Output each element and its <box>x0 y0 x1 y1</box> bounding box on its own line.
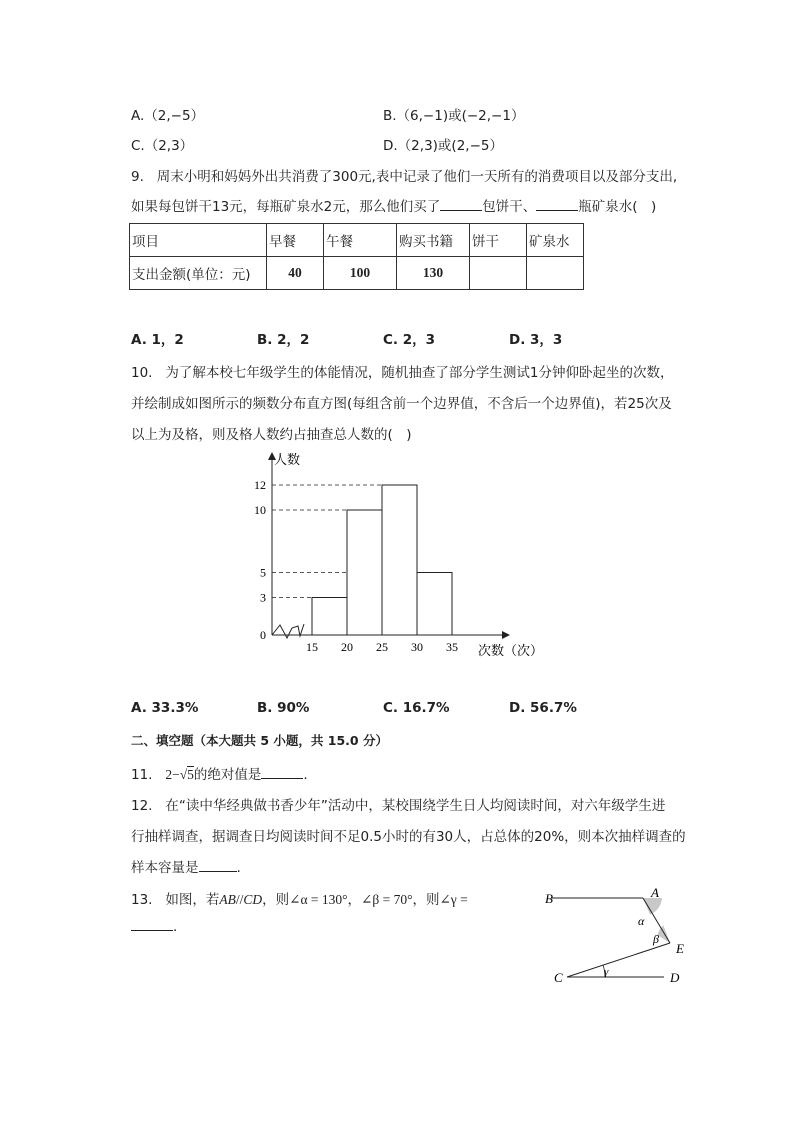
x-axis-label: 次数（次） <box>478 643 544 658</box>
q10-option-d: D. 56.7% <box>509 700 577 716</box>
q9-option-c: C. 2，3 <box>383 332 436 348</box>
histogram-bar <box>312 598 347 636</box>
label-c: C <box>554 970 563 985</box>
q10-stem-line1 <box>131 361 673 381</box>
q13-stem-line1 <box>131 888 468 908</box>
q9-stem-line1 <box>131 165 677 185</box>
x-tick-label: 20 <box>341 640 353 654</box>
y-tick-label: 5 <box>260 565 266 580</box>
q12-text-3: 样本容量是 <box>131 860 199 876</box>
q13-blank <box>131 918 173 931</box>
table-cell: 130 <box>397 257 470 290</box>
q11-text: 的绝对值是 <box>193 767 262 783</box>
table-cell: 100 <box>324 257 397 290</box>
q10-stem-line2: 并绘制成如图所示的频数分布直方图(每组含前一个边界值，不含后一个边界值)，若25次及 <box>131 396 672 412</box>
q8-option-b: B.（6,−1)或(−2,−1） <box>383 108 525 124</box>
q9-blank-2 <box>536 198 578 211</box>
q9-option-d: D. 3，3 <box>509 332 563 348</box>
x-tick-label: 25 <box>376 640 388 654</box>
histogram-bar <box>417 573 452 636</box>
q13-cd: CD <box>243 892 263 907</box>
q8-option-d: D.（2,3)或(2,−5） <box>383 138 503 154</box>
q9-blank-1 <box>440 198 482 211</box>
q9-option-b: B. 2，2 <box>257 332 310 348</box>
label-a: A <box>651 885 659 900</box>
table-cell: 支出金额(单位：元) <box>130 257 267 290</box>
q13-stem-line2 <box>131 918 177 935</box>
label-d: D <box>670 970 680 985</box>
q9-option-a: A. 1，2 <box>131 332 184 348</box>
table-cell <box>470 257 527 290</box>
q10-stem-line3: 以上为及格，则及格人数约占抽查总人数的( ) <box>131 427 412 443</box>
q12-stem-line3 <box>131 856 241 876</box>
q12-blank <box>199 859 237 872</box>
table-header-cell: 购买书籍 <box>397 224 470 257</box>
label-e: E <box>676 941 684 956</box>
q8-option-a: A.（2,−5） <box>131 108 205 124</box>
x-axis-arrow <box>502 631 510 639</box>
section-title: 二、填空题（本大题共 5 小题，共 15.0 分） <box>131 733 388 748</box>
table-header-cell: 矿泉水 <box>527 224 584 257</box>
y-tick-label: 10 <box>254 503 266 517</box>
table-header-cell: 饼干 <box>470 224 527 257</box>
q12-number: 12. <box>131 798 153 814</box>
parallel-lines-figure <box>540 885 700 990</box>
q13-parallel: // <box>235 892 244 907</box>
q10-text-1: 为了解本校七年级学生的体能情况，随机抽查了部分学生测试1分钟仰卧起坐的次数， <box>165 365 674 381</box>
expense-table <box>129 223 584 290</box>
q13-ab: AB <box>219 892 236 907</box>
q9-number: 9. <box>131 169 144 185</box>
table-header-cell: 午餐 <box>324 224 397 257</box>
q12-stem-line1 <box>131 794 665 814</box>
alpha-angle-shade <box>643 898 662 915</box>
q12-text-1: 在“读中华经典做书香少年”活动中，某校围绕学生日人均阅读时间，对六年级学生进 <box>165 798 666 814</box>
y-tick-label: 0 <box>260 628 266 642</box>
q9-stem-line2 <box>131 195 656 215</box>
q12-stem-line2: 行抽样调查，据调查日均阅读时间不足0.5小时的有30人，占总体的20%，则本次抽样调查的 <box>131 829 686 845</box>
q9-text: 周末小明和妈妈外出共消费了300元,表中记录了他们一天所有的消费项目以及部分支出, <box>156 169 678 185</box>
q9-text-c: 瓶矿泉水( ) <box>578 199 657 215</box>
q11-blank <box>261 766 303 779</box>
label-gamma: γ <box>604 966 609 978</box>
table-row <box>130 257 584 290</box>
q11-stem <box>131 763 308 783</box>
sqrt-icon: √ <box>179 767 188 782</box>
label-beta: β <box>653 932 659 946</box>
table-header-cell: 项目 <box>130 224 267 257</box>
q13-end: . <box>173 919 178 935</box>
q9-text-b: 包饼干、 <box>482 199 537 215</box>
y-tick-label: 12 <box>254 478 266 492</box>
x-tick-label: 30 <box>411 640 423 654</box>
q11-radicand: 5 <box>187 767 194 782</box>
q10-option-c: C. 16.7% <box>383 700 450 716</box>
q13-text-1: 如图，若 <box>165 892 220 908</box>
table-cell: 40 <box>267 257 324 290</box>
q11-end: . <box>303 767 308 783</box>
table-header-cell: 早餐 <box>267 224 324 257</box>
y-axis-label: 人数 <box>274 452 301 467</box>
histogram-chart <box>230 448 560 668</box>
q8-option-c: C.（2,3） <box>131 138 194 154</box>
segment-ec <box>567 943 670 977</box>
histogram-bar <box>382 485 417 635</box>
x-tick-label: 35 <box>446 640 458 654</box>
q10-option-b: B. 90% <box>257 700 310 716</box>
axis-break-icon <box>272 624 304 638</box>
histogram-bar <box>347 510 382 635</box>
table-cell <box>527 257 584 290</box>
label-alpha: α <box>638 914 645 928</box>
q9-text-a: 如果每包饼干13元，每瓶矿泉水2元，那么他们买了 <box>131 199 441 215</box>
q10-number: 10. <box>131 365 153 381</box>
q13-number: 13. <box>131 892 153 908</box>
q11-number: 11. <box>131 767 153 783</box>
y-tick-label: 3 <box>260 590 266 605</box>
q13-text-2: ，则∠α = 130°，∠β = 70°，则∠γ = <box>262 892 468 907</box>
q11-expression: 2− <box>165 767 180 782</box>
q10-option-a: A. 33.3% <box>131 700 199 716</box>
x-tick-label: 15 <box>306 640 318 654</box>
q12-end: . <box>236 860 241 876</box>
table-header-row <box>130 224 584 257</box>
label-b: B <box>545 891 553 906</box>
